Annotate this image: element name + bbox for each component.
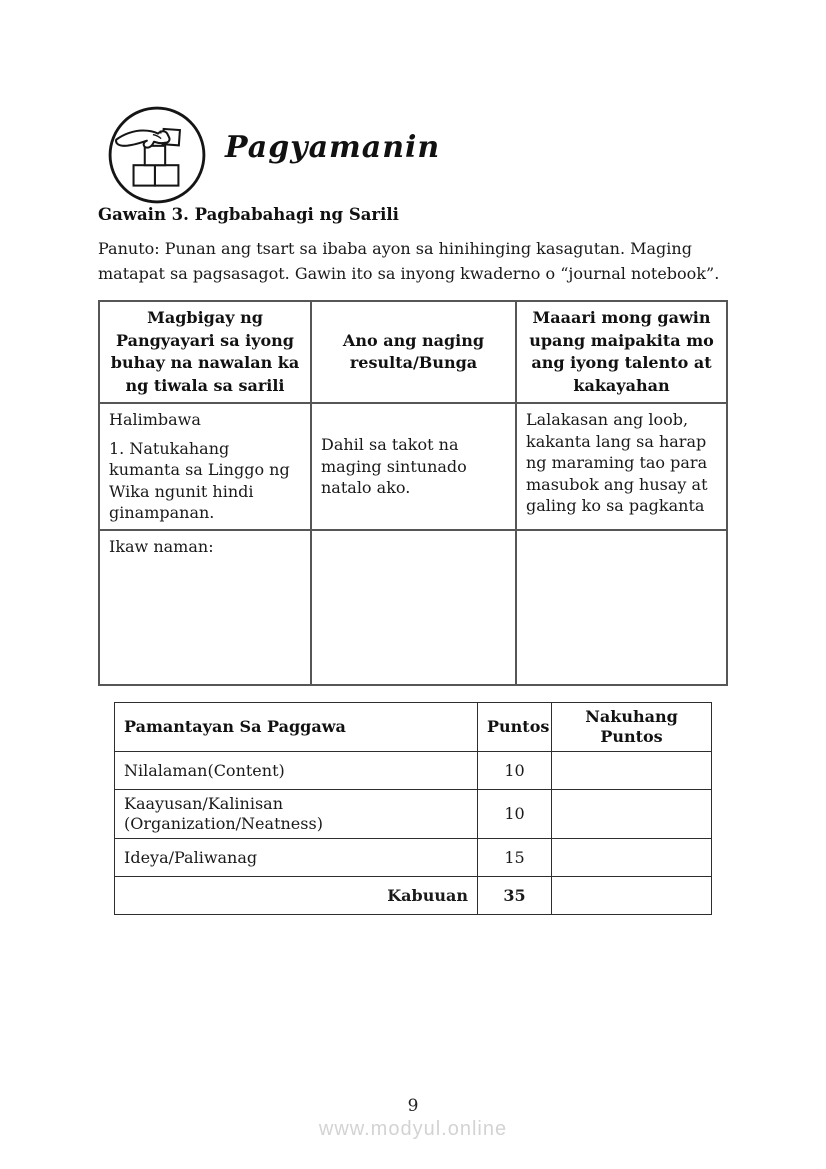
rubric-total-row	[115, 877, 712, 915]
rubric-points: 15	[478, 839, 552, 877]
answer-resulta-cell	[311, 530, 516, 685]
rubric-row-ideya	[115, 839, 712, 877]
worksheet-header-pangyayari: Magbigay ng Pangyayari sa iyong buhay na nawalan ka ng tiwala sa sarili	[99, 301, 311, 403]
rubric-criteria: Ideya/Paliwanag	[115, 839, 478, 877]
rubric-criteria: Nilalaman(Content)	[115, 752, 478, 790]
rubric-earned-cell	[552, 839, 712, 877]
watermark-text: www.modyul.online	[318, 1118, 508, 1140]
rubric-row-content	[115, 752, 712, 790]
rubric-table	[114, 702, 712, 915]
rubric-total-points: 35	[478, 877, 552, 915]
rubric-points: 10	[478, 790, 552, 839]
rubric-header-earned: Nakuhang Puntos	[552, 703, 712, 752]
worksheet-answer-row	[99, 530, 727, 685]
rubric-earned-cell	[552, 790, 712, 839]
page-title: Pagyamanin	[225, 130, 441, 165]
rubric-points: 10	[478, 752, 552, 790]
rubric-total-label: Kabuuan	[115, 877, 478, 915]
worksheet-table	[98, 300, 728, 686]
hand-stacking-blocks-icon	[106, 102, 208, 208]
rubric-criteria: Kaayusan/Kalinisan (Organization/Neatness)	[115, 790, 478, 839]
example-pangyayari-cell	[99, 403, 311, 530]
worksheet-header-resulta: Ano ang naging resulta/Bunga	[311, 301, 516, 403]
worksheet-example-row	[99, 403, 727, 530]
page-number: 9	[407, 1096, 419, 1116]
worksheet-header-gawin: Maaari mong gawin upang maipakita mo ang iyong talento at kakayahan	[516, 301, 727, 403]
example-resulta-cell: Dahil sa takot na maging sintunado natalo ako.	[311, 403, 516, 530]
rubric-header-criteria: Pamantayan Sa Paggawa	[115, 703, 478, 752]
rubric-row-organization	[115, 790, 712, 839]
example-item: 1. Natukahang kumanta sa Linggo ng Wika ngunit hindi ginampanan.	[109, 438, 290, 522]
instructions-paragraph: Panuto: Punan ang tsart sa ibaba ayon sa hinihinging kasagutan. Maging matapat sa pagsasagot. Gawin ito sa inyong kwaderno o “journal notebook”.	[98, 239, 720, 283]
activity-heading: Gawain 3. Pagbabahagi ng Sarili	[98, 205, 399, 224]
example-gawin-cell: Lalakasan ang loob, kakanta lang sa harap ng maraming tao para masubok ang husay at galing ko sa pagkanta	[516, 403, 727, 530]
rubric-header-row	[115, 703, 712, 752]
worksheet-header-row	[99, 301, 727, 403]
rubric-total-earned-cell	[552, 877, 712, 915]
example-label: Halimbawa	[109, 410, 201, 429]
answer-gawin-cell	[516, 530, 727, 685]
answer-pangyayari-cell: Ikaw naman:	[99, 530, 311, 685]
rubric-header-points: Puntos	[478, 703, 552, 752]
rubric-earned-cell	[552, 752, 712, 790]
